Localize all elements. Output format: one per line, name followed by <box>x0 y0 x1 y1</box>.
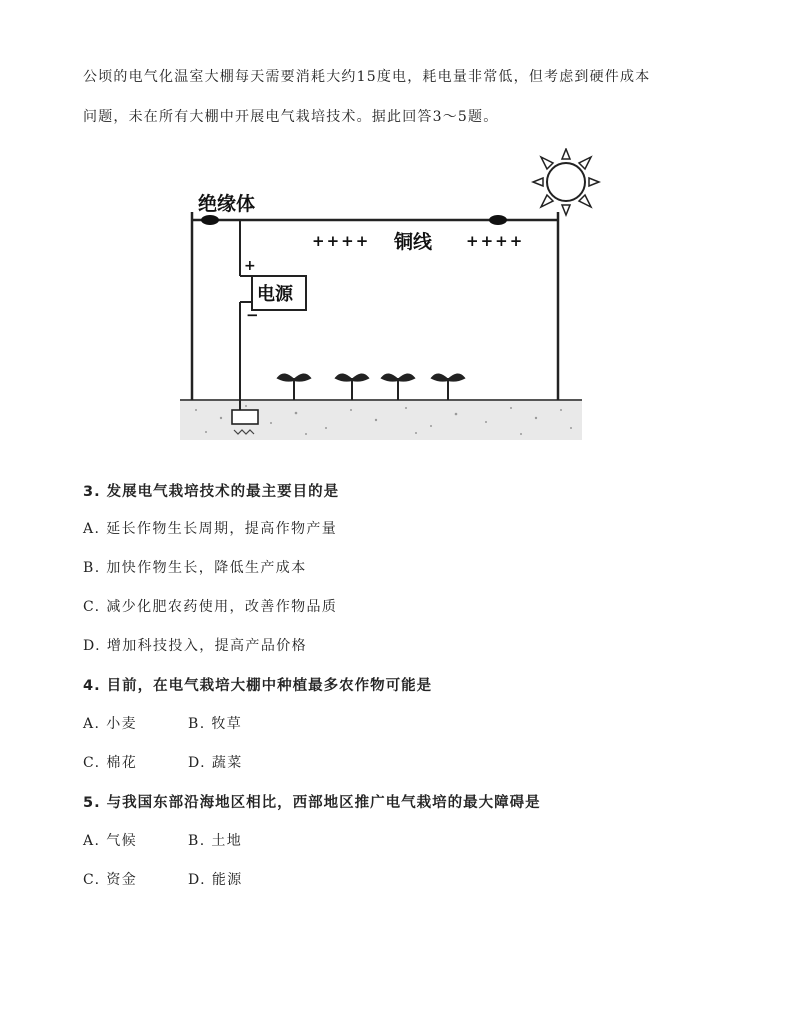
q3-option-b[interactable]: B. 加快作物生长，降低生产成本 <box>83 560 307 576</box>
insulator-label: 绝缘体 <box>198 193 256 215</box>
q4-option-d[interactable]: D. 蔬菜 <box>188 755 243 771</box>
minus-sign: − <box>246 306 259 324</box>
q3-option-c[interactable]: C. 减少化肥农药使用，改善作物品质 <box>83 599 338 615</box>
insulator-right <box>489 215 507 225</box>
intro-line-1: 公顷的电气化温室大棚每天需要消耗大约15度电，耗电量非常低，但考虑到硬件成本 <box>83 69 651 85</box>
q5-option-d[interactable]: D. 能源 <box>188 872 243 888</box>
q5-option-a[interactable]: A. 气候 <box>83 833 138 849</box>
seedlings <box>278 374 464 400</box>
sun-icon <box>533 149 599 215</box>
q3-option-a[interactable]: A. 延长作物生长周期，提高作物产量 <box>83 521 338 537</box>
seedling <box>336 374 368 400</box>
intro-line-2: 问题，未在所有大棚中开展电气栽培技术。据此回答3～5题。 <box>83 109 499 125</box>
plus-right: ++++ <box>466 232 525 250</box>
q4-option-a[interactable]: A. 小麦 <box>83 716 138 732</box>
plus-left: ++++ <box>312 232 371 250</box>
q4-option-b[interactable]: B. 牧草 <box>188 716 243 732</box>
seedling <box>432 374 464 400</box>
question-5-stem: 5. 与我国东部沿海地区相比，西部地区推广电气栽培的最大障碍是 <box>83 795 541 811</box>
plus-sign: + <box>244 258 256 274</box>
seedling <box>278 374 310 400</box>
seedling <box>382 374 414 400</box>
copper-label: 铜线 <box>394 231 433 253</box>
electric-greenhouse-diagram <box>176 148 616 448</box>
ground-electrode <box>232 410 258 424</box>
q5-option-b[interactable]: B. 土地 <box>188 833 243 849</box>
q5-option-c[interactable]: C. 资金 <box>83 872 138 888</box>
question-4-stem: 4. 目前，在电气栽培大棚中种植最多农作物可能是 <box>83 678 433 694</box>
question-3-stem: 3. 发展电气栽培技术的最主要目的是 <box>83 484 340 500</box>
power-label: 电源 <box>257 284 293 305</box>
q4-option-c[interactable]: C. 棉花 <box>83 755 138 771</box>
insulator-left <box>201 215 219 225</box>
q3-option-d[interactable]: D. 增加科技投入，提高产品价格 <box>83 638 308 654</box>
